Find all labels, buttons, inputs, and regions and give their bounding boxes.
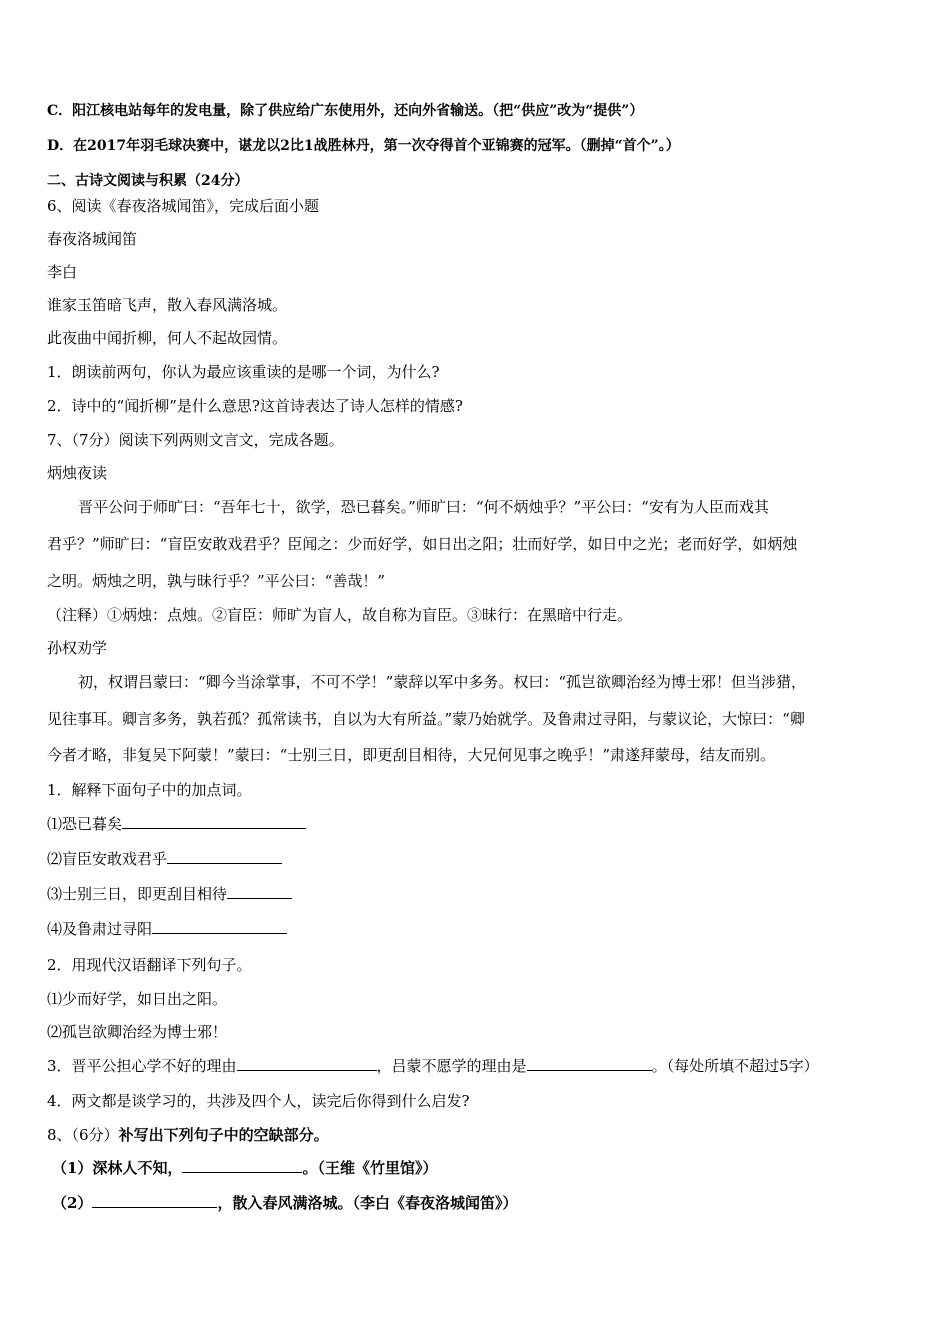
passage2-title: 孙权劝学 xyxy=(47,639,108,657)
q8-item-2 xyxy=(52,1192,517,1214)
q7-sub-1b-text: ⑵盲臣安敢戏君乎 xyxy=(47,850,168,868)
q6-sub-2: 2．诗中的“闻折柳”是什么意思?这首诗表达了诗人怎样的情感? xyxy=(47,397,463,415)
passage1-line-2: 君乎？”师旷曰：“盲臣安敢戏君乎？臣闻之：少而好学，如日出之阳；壮而好学，如日中之光；老而好学，如炳烛 xyxy=(47,535,798,553)
answer-blank[interactable] xyxy=(122,814,306,829)
q7-sub-3 xyxy=(47,1055,819,1077)
answer-blank[interactable] xyxy=(167,849,282,864)
passage1-title: 炳烛夜读 xyxy=(47,464,108,482)
q8-item-2-pre: （2） xyxy=(52,1194,93,1212)
q8-number: 8、（6分） xyxy=(47,1126,119,1144)
poem-title: 春夜洛城闻笛 xyxy=(47,230,138,248)
passage1-line-1: 晋平公问于师旷曰：“吾年七十，欲学，恐已暮矣。”师旷曰：“何不炳烛乎？”平公曰：“安有为人臣而戏其 xyxy=(78,498,769,516)
q7-sub-1c-text: ⑶士别三日，即更刮目相待 xyxy=(47,885,228,903)
q7-sub-3-pre: 3．晋平公担心学不好的理由 xyxy=(47,1057,237,1075)
q7-sub-1a xyxy=(47,813,306,835)
passage1-note: （注释）①炳烛：点烛。②盲臣：师旷为盲人，故自称为盲臣。③昧行：在黑暗中行走。 xyxy=(47,606,633,624)
passage2-line-2: 见往事耳。卿言多务，孰若孤？孤常读书，自以为大有所益。”蒙乃始就学。及鲁肃过寻阳，与蒙议论，大惊曰：“卿 xyxy=(47,710,805,728)
poem-author: 李白 xyxy=(47,263,78,281)
q8-instruction: 补写出下列句子中的空缺部分。 xyxy=(118,1126,329,1144)
q7-sub-1b xyxy=(47,848,282,870)
section-heading: 二、古诗文阅读与积累（24分） xyxy=(47,173,249,189)
answer-blank[interactable] xyxy=(237,1056,377,1071)
q7-sub-4: 4．两文都是谈学习的，共涉及四个人，读完后你得到什么启发? xyxy=(47,1092,470,1110)
answer-blank[interactable] xyxy=(182,1158,302,1173)
answer-blank[interactable] xyxy=(92,1193,217,1208)
q7-sub-3-mid: ，吕蒙不愿学的理由是 xyxy=(376,1057,527,1075)
q8-item-2-post: ，散入春风满洛城。（李白《春夜洛城闻笛》） xyxy=(217,1194,518,1212)
option-c: C．阳江核电站每年的发电量，除了供应给广东使用外，还向外省输送。（把“供应”改为“提供”） xyxy=(47,103,644,119)
q7-sub-1a-text: ⑴恐已暮矣 xyxy=(47,815,123,833)
q8-item-1-post: 。（王维《竹里馆》） xyxy=(302,1159,438,1177)
q7-sub-3-post: 。（每处所填不超过5字） xyxy=(651,1057,819,1075)
q7-sub-1c xyxy=(47,883,292,905)
q6-intro: 6、阅读《春夜洛城闻笛》，完成后面小题 xyxy=(47,197,320,215)
answer-blank[interactable] xyxy=(152,919,287,934)
q7-sub-1: 1．解释下面句子中的加点词。 xyxy=(47,781,252,799)
q8-item-1 xyxy=(52,1157,437,1179)
poem-line-2: 此夜曲中闻折柳，何人不起故园情。 xyxy=(47,329,288,347)
passage2-line-1: 初，权谓吕蒙曰：“卿今当涂掌事，不可不学！”蒙辞以军中多务。权曰：“孤岂欲卿治经为博士邪！但当涉猎， xyxy=(78,673,807,691)
answer-blank[interactable] xyxy=(227,884,292,899)
option-d: D．在2017年羽毛球决赛中，谌龙以2比1战胜林丹，第一次夺得首个亚锦赛的冠军。（删掉“首个”。） xyxy=(47,138,680,154)
passage1-line-3: 之明。炳烛之明，孰与昧行乎？”平公曰：“善哉！” xyxy=(47,572,386,590)
q7-sub-1d-text: ⑷及鲁肃过寻阳 xyxy=(47,920,153,938)
q7-sub-2: 2．用现代汉语翻译下列句子。 xyxy=(47,956,252,974)
passage2-line-3: 今者才略，非复吴下阿蒙！”蒙曰：“士别三日，即更刮目相待，大兄何见事之晚乎！”肃遂拜蒙母，结友而别。 xyxy=(47,746,776,764)
q8-intro xyxy=(47,1124,329,1146)
q7-sub-2a: ⑴少而好学，如日出之阳。 xyxy=(47,990,228,1008)
q7-sub-2b: ⑵孤岂欲卿治经为博士邪！ xyxy=(47,1023,228,1041)
q8-item-1-pre: （1）深林人不知， xyxy=(52,1159,183,1177)
q7-intro: 7、（7分）阅读下列两则文言文，完成各题。 xyxy=(47,431,344,449)
answer-blank[interactable] xyxy=(527,1056,652,1071)
q7-sub-1d xyxy=(47,918,287,940)
q6-sub-1: 1．朗读前两句，你认为最应该重读的是哪一个词，为什么? xyxy=(47,363,440,381)
poem-line-1: 谁家玉笛暗飞声，散入春风满洛城。 xyxy=(47,296,288,314)
